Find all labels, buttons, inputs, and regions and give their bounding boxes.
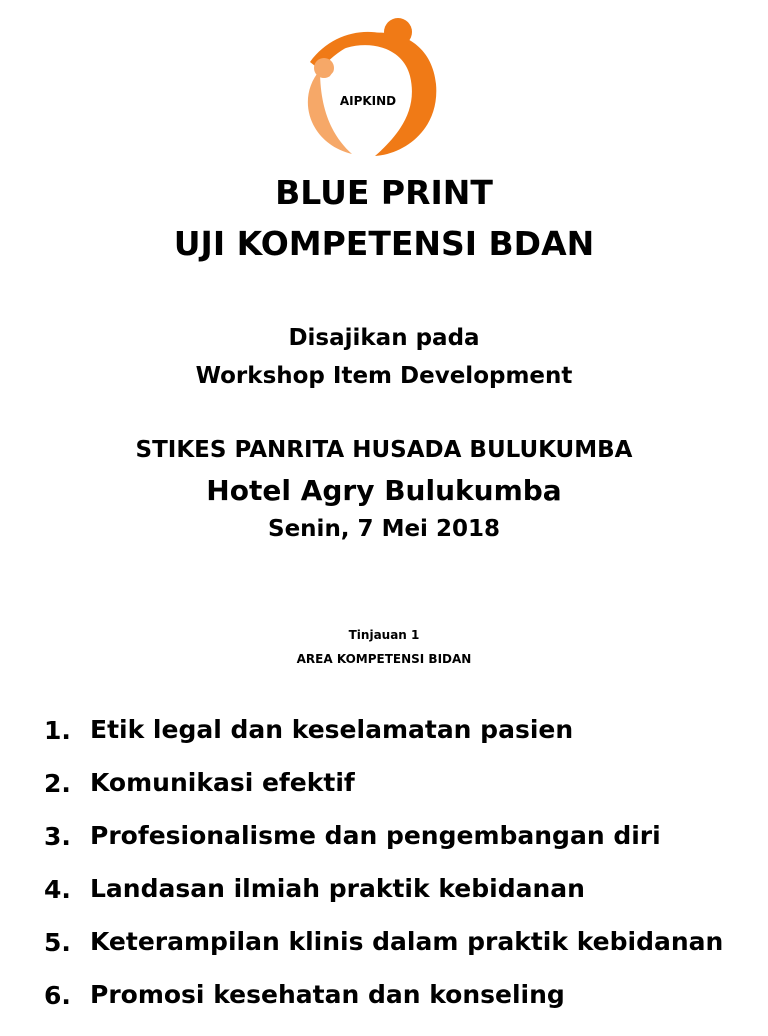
- list-item-text: Promosi kesehatan dan konseling: [90, 980, 565, 1009]
- event-date: Senin, 7 Mei 2018: [268, 516, 500, 542]
- competency-list: [44, 715, 764, 1036]
- list-item-number: 2.: [44, 769, 71, 798]
- list-item: [44, 927, 764, 961]
- presented-line-1: Disajikan pada: [288, 325, 480, 351]
- section-label: Tinjauan 1: [348, 628, 420, 642]
- title-line-2: UJI KOMPETENSI BDAN: [173, 224, 595, 263]
- list-item: [44, 821, 764, 855]
- aipkind-logo-icon: [290, 14, 440, 160]
- list-item: [44, 715, 764, 749]
- list-item-number: 5.: [44, 928, 71, 957]
- list-item-number: 6.: [44, 981, 71, 1010]
- list-item: [44, 768, 764, 802]
- list-item-text: Komunikasi efektif: [90, 768, 355, 797]
- list-item-number: 4.: [44, 875, 71, 904]
- institution-name: STIKES PANRITA HUSADA BULUKUMBA: [135, 437, 633, 463]
- logo-text: AIPKIND: [339, 94, 397, 108]
- list-item: [44, 874, 764, 908]
- list-item-text: Etik legal dan keselamatan pasien: [90, 715, 574, 744]
- list-item-number: 3.: [44, 822, 71, 851]
- list-item: [44, 980, 764, 1014]
- section-heading: AREA KOMPETENSI BIDAN: [296, 652, 472, 666]
- list-item-text: Keterampilan klinis dalam praktik kebidanan: [90, 927, 724, 956]
- aipkind-logo: [290, 14, 440, 160]
- title-line-1: BLUE PRINT: [275, 173, 493, 212]
- list-item-number: 1.: [44, 716, 71, 745]
- presented-line-2: Workshop Item Development: [195, 363, 573, 389]
- list-item-text: Profesionalisme dan pengembangan diri: [90, 821, 661, 850]
- venue-name: Hotel Agry Bulukumba: [206, 474, 562, 507]
- list-item-text: Landasan ilmiah praktik kebidanan: [90, 874, 585, 903]
